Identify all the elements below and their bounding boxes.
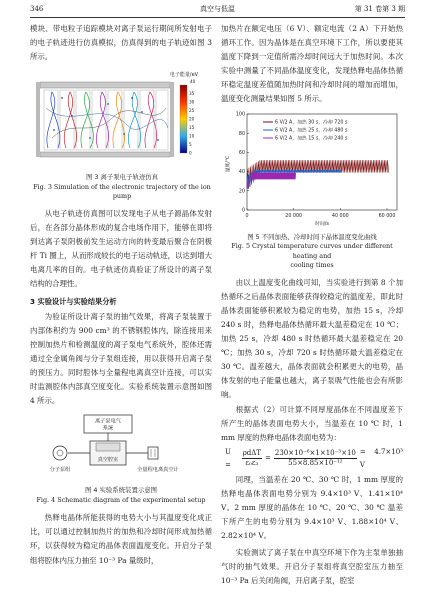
colorbar — [180, 85, 187, 153]
right-para-eq-intro: 根据式（2）可计算不同厚度晶体在不同温度差下所产生的晶体表面电势大小，当温差在 10 ℃ 时，1 mm 厚度的热释电晶体表面电势为： — [221, 404, 403, 442]
section-title: 3 实验设计与实验结果分析 — [30, 297, 117, 307]
y-tick-label: 20 — [238, 188, 245, 194]
fig3-caption-en: Fig. 3 Simulation of the electronic trajectory of the ion pump — [33, 182, 211, 201]
molecular-pump-icon — [53, 446, 67, 460]
eq-frac1-num: ρdΔT — [242, 449, 262, 458]
journal-name: 真空与低温 — [200, 5, 235, 13]
eq-lhs: U = — [225, 447, 231, 469]
y-tick-label: 80 — [238, 131, 245, 137]
ion-gauge-icon — [148, 447, 158, 459]
eq-frac2-den: 55×8.85×10⁻¹² — [288, 459, 343, 468]
legend — [263, 118, 348, 141]
colorbar-tick: 20 — [189, 116, 195, 122]
molecular-pump-label: 分子泵组 — [49, 467, 71, 474]
left-para-section: 为验证所设计离子泵的抽气效果，将离子泵装置于内部体积约为 900 cm³ 的不锈钢腔体内，除连接用来控制加热片和检测温度的离子泵电气系统外，腔体还需通过全金属角阀与分子泵组连接，用以获得开启离子泵的预压力。同时腔体与全量程电离真空计连接，可以实时监测腔体内部真空度变化。实验系统装置示意图如图 4 所示。 — [30, 311, 212, 406]
figure-4 — [30, 413, 212, 505]
colorbar-tick: 10 — [189, 133, 195, 139]
y-tick-label: 40 — [238, 169, 245, 175]
page-number: 346 — [30, 5, 44, 13]
figure-5 — [221, 110, 403, 271]
x-tick-label: 60 000 — [378, 213, 396, 219]
right-column — [221, 22, 403, 589]
right-para-top: 加热片在额定电压（6 V）、额定电流（2 A）下开始热循环工作。因为晶体是在真空环境下工作，所以要使其温度下降到一定值所需冷却时间远大于加热时间。本次实验中测量了不同晶体温度变化，发现热释电晶体热循环稳定温度差值随加热时间和冷却时间的增加而增加，温度变化测量结果如图 5 所示。 — [221, 24, 403, 104]
colorbar-max: 40 — [190, 79, 196, 85]
colorbar-tick: 5 — [189, 142, 192, 148]
fig5-caption-cn: 图 5 不同加热、冷却时间下晶体温度变化曲线 — [247, 232, 377, 241]
fig5-caption-en-2: cooling times — [290, 261, 334, 270]
eq-frac1-den: ε₀ε₃ — [245, 459, 259, 468]
fig3-caption-cn: 图 3 离子泵电子轨迹仿真 — [85, 173, 159, 182]
fig5-caption-en-1: Fig. 5 Crystal temperature curves under different heating and — [231, 242, 393, 260]
right-para-after-eq: 同理，当温差在 20 ℃、30 ℃ 时，1 mm 厚度的热释电晶体表面电势分别为 9.4×10³ V、1.41×10⁴ V。2 mm 厚度的晶体在 10 ℃、20 ℃、30 ℃ 温差下所产生的电势分别为 9.4×10³ V、1.88×10⁴ V、2.82×10⁴ V。 — [221, 474, 403, 541]
vacuum-chamber-label: 真空腔室 — [97, 457, 119, 464]
colorbar-tick: 25 — [189, 108, 195, 114]
legend-item-2: 6 V/2 A，加热 25 s，冷却 480 s — [275, 128, 348, 134]
figure-3 — [32, 68, 212, 202]
legend-item-3: 6 V/2 A，加热 15 s，冷却 240 s — [275, 136, 348, 142]
legend-item-1: 6 V/2 A，加热 30 s，冷却 720 s — [275, 120, 348, 126]
issue-label: 第 31 卷第 3 期 — [354, 5, 405, 13]
left-column — [30, 22, 212, 568]
y-tick-label: 0 — [241, 208, 245, 214]
ion-gauge-label: 全量程电离真空计 — [137, 467, 179, 474]
y-axis-label: 温度/℃ — [226, 155, 231, 172]
y-tick-label: 60 — [238, 150, 245, 156]
running-header — [30, 2, 405, 16]
electrical-system-label-1: 离子泵电气 — [95, 418, 121, 425]
experiment-setup-diagram — [30, 413, 212, 481]
left-para-after-fig3: 从电子轨迹仿真图可以发现电子从电子源晶体发射后，在各部分晶体形成的复合电场作用下，能够在即将到达离子泵阴极前发生运动方向的转变最后聚合在阴极杆 Ti 圈上，从而形成较长的电子运动轨迹，以达到增大电离几率的目的。电子轨迹仿真验证了所设计的离子泵结构的合理性。 — [30, 208, 212, 289]
colorbar-tick: 0 — [189, 150, 192, 156]
eq-result: = 4.7×10³ V — [359, 447, 403, 469]
left-para-top: 模块、带电粒子追踪模块对离子泵运行期间所发射电子的电子轨迹进行仿真模拟，仿真得到的电子轨迹如图 3 所示。 — [30, 24, 212, 62]
x-tick-label: 0 — [245, 213, 249, 219]
equation: U = ρdΔT ε₀ε₃ = $\frac{\text{230×10⁻⁶×1×10⁻³×10}}{\text{55×8.85×10⁻¹²}}$ = 4.7×10³ V — [221, 445, 403, 473]
colorbar-tick: 30 — [189, 99, 195, 105]
fig4-caption-en: Fig. 4 Schematic diagram of the experimental setup — [36, 495, 206, 504]
x-tick-label: 40 000 — [331, 213, 349, 219]
header-rule — [30, 17, 405, 18]
eq-frac2-num: 230×10⁻⁶×1×10⁻³×10 — [274, 449, 356, 458]
x-axis-label: 时间/s — [315, 221, 329, 227]
fig4-caption-cn: 图 4 实验系统装置示意图 — [84, 486, 158, 495]
electron-trajectory-plot — [32, 68, 210, 168]
temperature-curve-chart — [221, 110, 403, 228]
electrical-system-label-2: 系统 — [102, 425, 114, 432]
right-para-bottom: 实验测试了离子泵在中真空环境下作为主泵单独抽气时的抽气效果。开启分子泵组将真空腔室压力抽至 10⁻³ Pa 后关闭角阀，开启离子泵，腔室 — [221, 548, 403, 586]
colorbar-title: 电子能量/eV — [169, 72, 199, 79]
right-para-mid: 由以上温度变化曲线可知，当实验进行到第 8 个加热循环之后晶体表面能够获得较稳定的温度差，即此时晶体表面能够积累较为稳定的电势，加热 15 s，冷却 240 s 时，热释电晶体热循环最大温差稳定在 10 ℃；加热 25 s，冷却 480 s 时热循环最大温差稳定在 20 ℃；加热 30 s，冷却 720 s 时热循环最大温差稳定在 30 ℃。温差越大，晶体表面就会积累更大的电势，晶体发射的电子能量也越大，离子泵吸气性能也会有所影响。 — [221, 277, 403, 400]
x-tick-label: 20 000 — [285, 213, 303, 219]
colorbar-tick: 15 — [189, 125, 195, 131]
colorbar-tick: 35 — [189, 91, 195, 97]
y-tick-label: 100 — [235, 112, 245, 118]
left-para-bottom: 热释电晶体所能获得的电势大小与其温度变化成正比，可以通过控制加热片的加热和冷却时间形成加热循环，以获得较为稳定的晶体表面温度变化。开启分子泵组将腔体内压力抽至 10⁻³ Pa 量级时， — [30, 513, 212, 565]
